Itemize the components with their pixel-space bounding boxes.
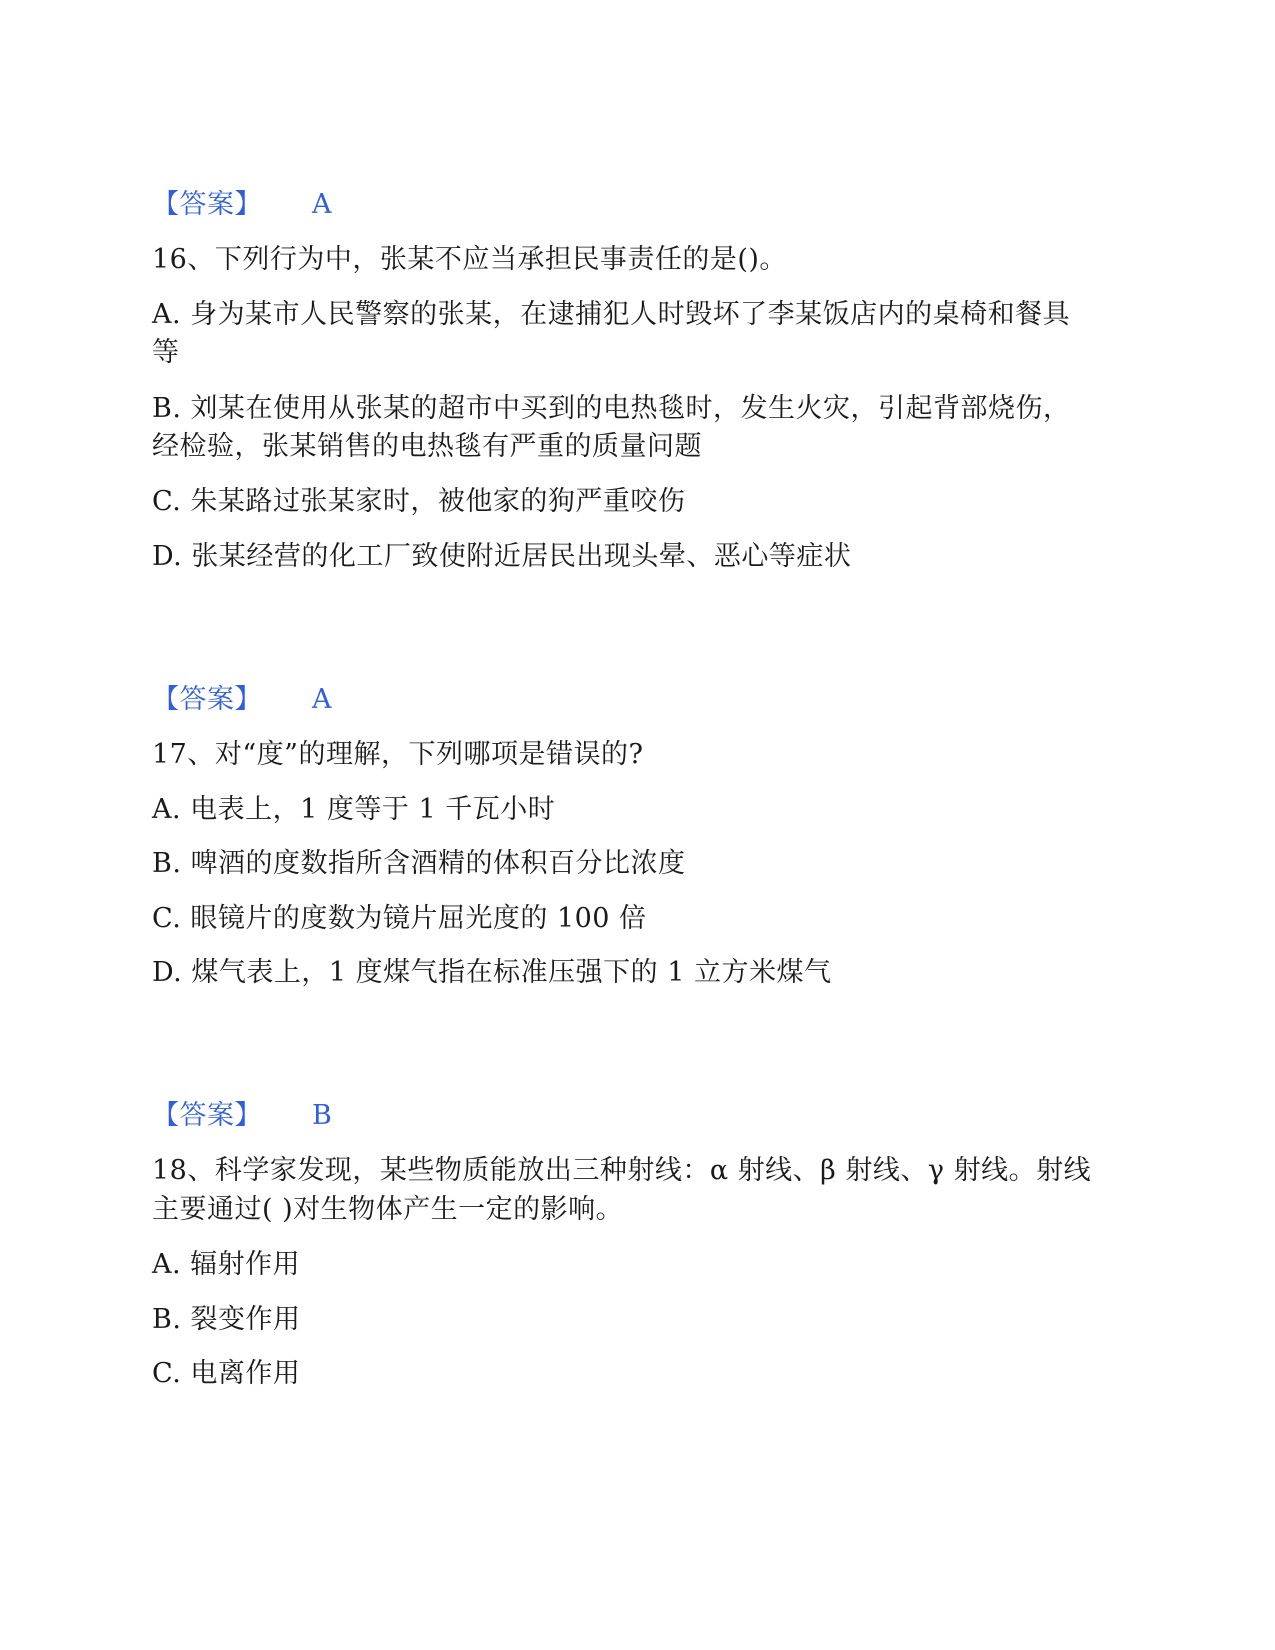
answer-value: B (312, 1100, 333, 1131)
answer-line (152, 185, 332, 225)
question-17: 17、对“度”的理解，下列哪项是错误的? (152, 739, 644, 770)
q17-option-d: D. 煤气表上，1 度煤气指在标准压强下的 1 立方米煤气 (152, 957, 832, 988)
answer-label: 【答案】 (152, 684, 262, 715)
question-18-line1: 18、科学家发现，某些物质能放出三种射线：α 射线、β 射线、γ 射线。射线 (152, 1155, 1092, 1186)
answer-label: 【答案】 (152, 189, 262, 220)
answer-line (152, 1096, 332, 1136)
q16-option-c: C. 朱某路过张某家时，被他家的狗严重咬伤 (152, 486, 686, 517)
q17-option-b: B. 啤酒的度数指所含酒精的体积百分比浓度 (152, 848, 686, 879)
question-16: 16、下列行为中，张某不应当承担民事责任的是()。 (152, 244, 787, 275)
q18-option-c: C. 电离作用 (152, 1358, 301, 1389)
q16-option-b-line2: 经检验，张某销售的电热毯有严重的质量问题 (152, 431, 702, 462)
q16-option-d: D. 张某经营的化工厂致使附近居民出现头晕、恶心等症状 (152, 541, 852, 572)
q18-option-a: A. 辐射作用 (152, 1249, 301, 1280)
answer-line (152, 680, 332, 720)
q16-option-b-line1: B. 刘某在使用从张某的超市中买到的电热毯时，发生火灾，引起背部烧伤， (152, 393, 1071, 424)
q17-option-c: C. 眼镜片的度数为镜片屈光度的 100 倍 (152, 903, 647, 934)
answer-value: A (312, 189, 332, 220)
answer-label: 【答案】 (152, 1100, 262, 1131)
q18-option-b: B. 裂变作用 (152, 1304, 301, 1335)
answer-value: A (312, 684, 332, 715)
q17-option-a: A. 电表上，1 度等于 1 千瓦小时 (152, 794, 556, 825)
q16-option-a-line1: A. 身为某市人民警察的张某，在逮捕犯人时毁坏了李某饭店内的桌椅和餐具 (152, 299, 1071, 330)
question-18-line2: 主要通过( )对生物体产生一定的影响。 (152, 1194, 624, 1225)
q16-option-a-line2: 等 (152, 337, 180, 368)
